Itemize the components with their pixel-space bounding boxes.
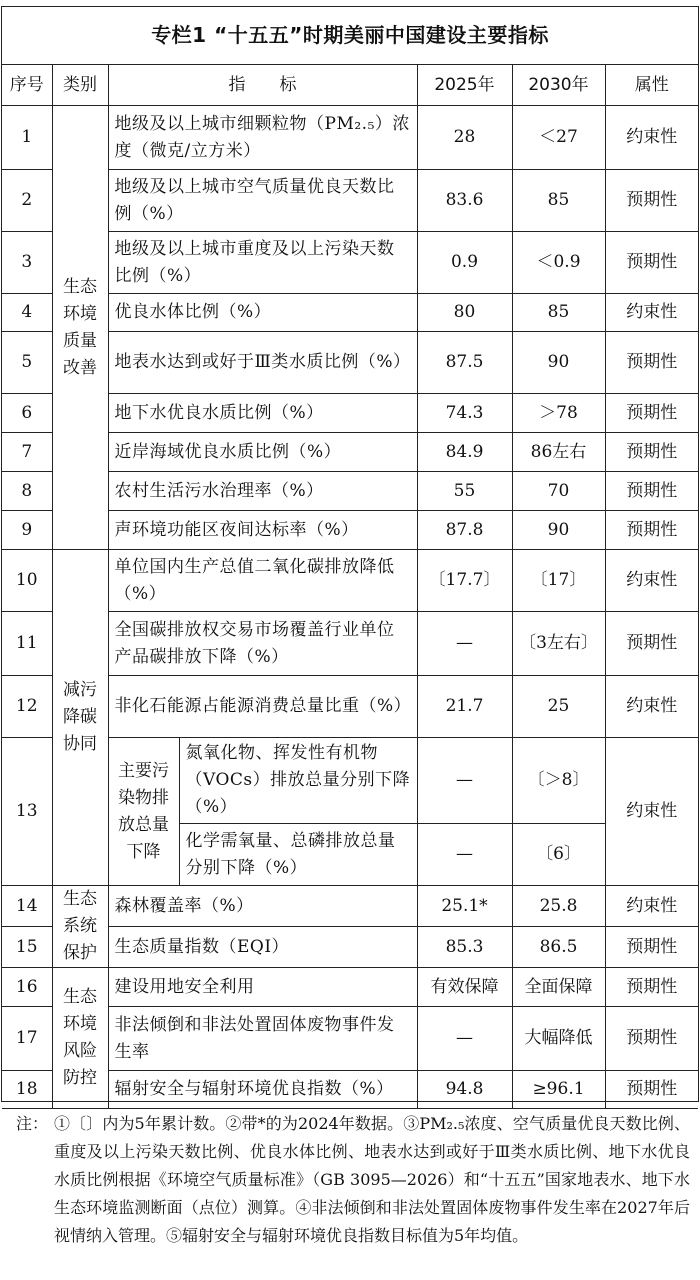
- indicator-table-frame: [1, 6, 699, 1102]
- row-attribute: 预期性: [605, 968, 698, 1007]
- row-indicator: 近岸海域优良水质比例（%）: [108, 433, 417, 472]
- row-2025: —: [417, 824, 512, 886]
- row-attribute: 约束性: [605, 106, 698, 170]
- row-seq: 6: [2, 394, 52, 433]
- row-attribute: 预期性: [605, 1007, 698, 1071]
- row-attribute: 预期性: [605, 1071, 698, 1109]
- table-row: [2, 968, 698, 1007]
- row-indicator: 地下水优良水质比例（%）: [108, 394, 417, 433]
- row-2025: 有效保障: [417, 968, 512, 1007]
- row-indicator: 氮氧化物、挥发性有机物（VOCs）排放总量分别下降（%）: [179, 738, 417, 824]
- row-seq: 9: [2, 511, 52, 550]
- row-seq: 16: [2, 968, 52, 1007]
- row-2025: 25.1*: [417, 886, 512, 927]
- row-seq: 8: [2, 472, 52, 511]
- row-2030: 86.5: [512, 927, 605, 968]
- header-2030: 2030年: [512, 65, 605, 106]
- row-2030: 86左右: [512, 433, 605, 472]
- row-attribute: 约束性: [605, 550, 698, 612]
- row-attribute: 预期性: [605, 612, 698, 676]
- row-indicator: 地级及以上城市空气质量优良天数比例（%）: [108, 170, 417, 232]
- row-seq: 10: [2, 550, 52, 612]
- row-attribute: 约束性: [605, 886, 698, 927]
- row-2030: 〔3左右〕: [512, 612, 605, 676]
- row-2030: 全面保障: [512, 968, 605, 1007]
- table-row: [2, 886, 698, 927]
- row-seq: 7: [2, 433, 52, 472]
- row-seq: 2: [2, 170, 52, 232]
- row-indicator: 单位国内生产总值二氧化碳排放降低（%）: [108, 550, 417, 612]
- category-carbon-reduction: [52, 550, 108, 886]
- row-seq: 13: [2, 738, 52, 886]
- row-attribute: 预期性: [605, 511, 698, 550]
- row-indicator: 化学需氧量、总磷排放总量分别下降（%）: [179, 824, 417, 886]
- subcategory-text: 染物排: [118, 787, 169, 808]
- row-attribute: 约束性: [605, 676, 698, 738]
- row-2030: 大幅降低: [512, 1007, 605, 1071]
- row-seq: 15: [2, 927, 52, 968]
- category-eco-protection: [52, 886, 108, 968]
- notes-text: ①〔〕内为5年累计数。②带*的为2024年数据。③PM₂.₅浓度、空气质量优良天数比例、重度及以上污染天数比例、优良水体比例、地表水达到或好于Ⅲ类水质比例、地下水优良水质比例根据《环境空气质量标准》（GB 3095—2026）和“十五五”国家地表水、地下水生态环境监测断面（点位）测算。④非法倾倒和非法处置固体废物事件发生率在2027年后视情纳入管理。⑤辐射安全与辐射环境优良指数目标值为5年均值。: [54, 1114, 690, 1245]
- subcategory-text: 下降: [126, 841, 161, 862]
- header-2025: 2025年: [417, 65, 512, 106]
- row-2025: —: [417, 738, 512, 824]
- subcategory-text: 放总量: [118, 814, 169, 835]
- row-attribute: 约束性: [605, 738, 698, 886]
- row-2030: ＜0.9: [512, 232, 605, 294]
- row-seq: 12: [2, 676, 52, 738]
- row-seq: 14: [2, 886, 52, 927]
- row-2025: 〔17.7〕: [417, 550, 512, 612]
- header-indicator: 指 标: [108, 65, 417, 106]
- row-2025: —: [417, 1007, 512, 1071]
- row-indicator: 优良水体比例（%）: [108, 294, 417, 332]
- row-attribute: 预期性: [605, 433, 698, 472]
- category-text: 生态: [63, 889, 97, 909]
- row-indicator: 辐射安全与辐射环境优良指数（%）: [108, 1071, 417, 1109]
- row-attribute: 约束性: [605, 294, 698, 332]
- row-seq: 3: [2, 232, 52, 294]
- row-indicator: 地级及以上城市细颗粒物（PM₂.₅）浓度（微克/立方米）: [108, 106, 417, 170]
- row-attribute: 预期性: [605, 232, 698, 294]
- header-category: 类别: [52, 65, 108, 106]
- row-attribute: 预期性: [605, 332, 698, 394]
- category-text: 防控: [63, 1068, 97, 1088]
- row-indicator: 全国碳排放权交易市场覆盖行业单位产品碳排放下降（%）: [108, 612, 417, 676]
- row-2025: 85.3: [417, 927, 512, 968]
- row-indicator: 非法倾倒和非法处置固体废物事件发生率: [108, 1007, 417, 1071]
- row-2025: 80: [417, 294, 512, 332]
- category-text: 减污: [63, 680, 97, 700]
- row-2030: 90: [512, 511, 605, 550]
- row-2030: ＜27: [512, 106, 605, 170]
- row-seq: 18: [2, 1071, 52, 1109]
- row-2030: 85: [512, 294, 605, 332]
- header-seq: 序号: [2, 65, 52, 106]
- row-indicator: 建设用地安全利用: [108, 968, 417, 1007]
- row-indicator: 地级及以上城市重度及以上污染天数比例（%）: [108, 232, 417, 294]
- category-text: 质量: [63, 330, 97, 351]
- row-2025: —: [417, 612, 512, 676]
- row-2030: ≥96.1: [512, 1071, 605, 1109]
- row-2025: 55: [417, 472, 512, 511]
- row-indicator: 生态质量指数（EQI）: [108, 927, 417, 968]
- category-text: 环境: [63, 303, 97, 324]
- row-seq: 1: [2, 106, 52, 170]
- row-indicator: 地表水达到或好于Ⅲ类水质比例（%）: [108, 332, 417, 394]
- header-row: [2, 65, 698, 106]
- row-attribute: 预期性: [605, 472, 698, 511]
- row-2025: 94.8: [417, 1071, 512, 1109]
- category-text: 保护: [63, 943, 97, 963]
- row-2030: 〔17〕: [512, 550, 605, 612]
- table-notes: [16, 1110, 690, 1250]
- row-seq: 17: [2, 1007, 52, 1071]
- row-seq: 11: [2, 612, 52, 676]
- row-attribute: 预期性: [605, 170, 698, 232]
- row-2025: 0.9: [417, 232, 512, 294]
- row-2025: 74.3: [417, 394, 512, 433]
- row-indicator: 声环境功能区夜间达标率（%）: [108, 511, 417, 550]
- row-2025: 28: [417, 106, 512, 170]
- row-seq: 4: [2, 294, 52, 332]
- row-attribute: 预期性: [605, 927, 698, 968]
- header-attribute: 属性: [605, 65, 698, 106]
- row-2030: 70: [512, 472, 605, 511]
- row-2025: 21.7: [417, 676, 512, 738]
- category-text: 生态: [63, 987, 97, 1007]
- row-2030: 25.8: [512, 886, 605, 927]
- category-text: 环境: [63, 1014, 97, 1034]
- row-2025: 87.5: [417, 332, 512, 394]
- row-2030: 85: [512, 170, 605, 232]
- row-seq: 5: [2, 332, 52, 394]
- category-text: 风险: [63, 1041, 97, 1061]
- category-risk-control: [52, 968, 108, 1109]
- category-text: 系统: [63, 916, 97, 936]
- table-row: [2, 550, 698, 612]
- row-2030: ＞78: [512, 394, 605, 433]
- row-2030: 〔6〕: [512, 824, 605, 886]
- row-2030: 〔＞8〕: [512, 738, 605, 824]
- row-2025: 84.9: [417, 433, 512, 472]
- row-indicator: 森林覆盖率（%）: [108, 886, 417, 927]
- table-title: 专栏1 “十五五”时期美丽中国建设主要指标: [2, 7, 698, 65]
- subcategory-text: 主要污: [118, 760, 169, 781]
- category-text: 降碳: [63, 707, 97, 727]
- row-2030: 25: [512, 676, 605, 738]
- notes-label: 注：: [16, 1114, 49, 1133]
- category-ecological-quality: [52, 106, 108, 550]
- table-row: [2, 106, 698, 170]
- row-2025: 87.8: [417, 511, 512, 550]
- category-text: 协同: [63, 734, 97, 754]
- indicator-table: [2, 7, 698, 1109]
- row-indicator: 农村生活污水治理率（%）: [108, 472, 417, 511]
- subcategory-pollutant: [108, 738, 179, 886]
- category-text: 生态: [63, 276, 97, 297]
- category-text: 改善: [63, 357, 97, 378]
- row-2030: 90: [512, 332, 605, 394]
- row-2025: 83.6: [417, 170, 512, 232]
- row-indicator: 非化石能源占能源消费总量比重（%）: [108, 676, 417, 738]
- row-attribute: 预期性: [605, 394, 698, 433]
